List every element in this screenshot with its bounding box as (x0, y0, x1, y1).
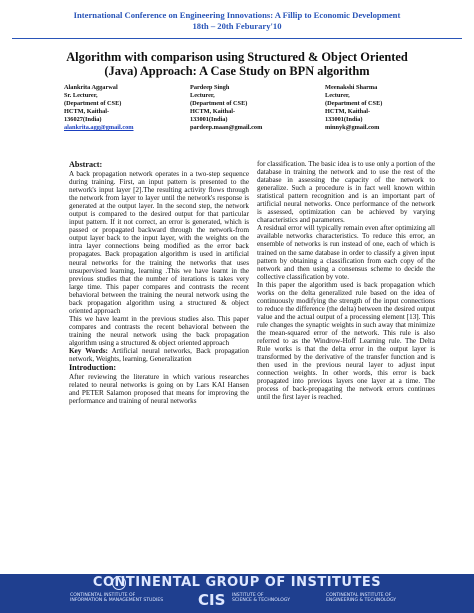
author-department: (Department of CSE) (190, 100, 248, 108)
author-email-link[interactable]: alankrita.agg@gmail.com (64, 124, 134, 132)
institute-footer-banner (0, 574, 474, 613)
author-institution: HCTM, Kaithal- (325, 108, 371, 116)
header-divider (12, 38, 462, 39)
introduction-paragraph: After reviewing the literature in which various researches related to neural networks is going on by Lars KAI Hansen and PETER Salamon proposed that means for improving the performance and training of neural networks (69, 373, 249, 406)
right-institute-line-1: CONTINENTAL INSTITUTE OF (326, 593, 392, 598)
author-role: Lecturer, (190, 92, 215, 100)
right-institute (326, 593, 396, 604)
author-role: Lecturer, (325, 92, 350, 100)
author-institution: HCTM, Kaithal- (64, 108, 110, 116)
body-paragraph-1: for classification. The basic idea is to use only a portion of the database in training the network and to use the rest of the database in assessing the capacity of the network to generalize. Such a procedure is in fact well known within statistical pattern recognition and is an important part of artificial neural networks. Once performance of the network is assessed, optimization can be achieved by varying characteristics and parameters. (257, 160, 435, 225)
introduction-heading: Introduction: (69, 363, 117, 373)
middle-institute-line-2: SCIENCE & TECHNOLOGY (232, 598, 291, 604)
abstract-paragraph-1: A back propagation network operates in a two-step sequence during training. First, an input pattern is presented to the network's input layer [2].The resulting activity flows through the network from layer to layer until the network's response is generated at the output layer. In the second step, the network output is compared to the desired output for that particular input pattern. If it not correct, an error is generated, which is passed or propagated backward through the network-from output layer back to the input layer, with the weights on the intra layer connections being modified as the error back propagates. Back propagation algorithm is used in artificial neural networks for the training the networks that uses unsupervised learning, learning .This we have learnt in the previous studies that the number of iterations is takes very large time. This paper compares and contrasts the recent behavioral between the training the neural network using the back propagation algorithm using a structured & object oriented approach (69, 170, 249, 315)
author-3 (325, 84, 455, 133)
author-department: (Department of CSE) (64, 100, 122, 108)
author-name: Pardeep Singh (190, 84, 230, 91)
keywords-label: Key Words: (69, 347, 108, 356)
author-role: Sr. Lecturer, (64, 92, 98, 100)
paper-title-line-1: Algorithm with comparison using Structured & Object Oriented (66, 50, 408, 64)
keywords-text: Artificial neural networks, Back propagation network, Weights, learning, Generalization (69, 347, 249, 364)
conference-dates: 18th – 20th Feburary'10 (192, 21, 282, 31)
cis-logo-mark: CIS (198, 591, 226, 609)
author-block (64, 84, 464, 156)
author-1 (64, 84, 194, 133)
right-column (257, 160, 435, 401)
author-name: Meenakshi Sharma (325, 84, 378, 91)
left-institute-line-2: INFORMATION & MANAGEMENT STUDIES (70, 598, 164, 604)
author-department: (Department of CSE) (325, 100, 383, 108)
paper-title (30, 50, 444, 78)
conference-header (40, 10, 434, 32)
author-institution: HCTM, Kaithal- (190, 108, 236, 116)
body-paragraph-2: A residual error will typically remain even after optimizing all available networks characteristics. To reduce this error, an ensemble of networks is run instead of one, each of which is trained on the same database in order to classify a given input pattern by obtaining a classification from each copy of the network and then using a consensus scheme to decide the collective classification by vote. (257, 224, 435, 281)
right-institute-line-2: ENGINEERING & TECHNOLOGY (326, 598, 397, 604)
abstract-heading: Abstract: (69, 160, 103, 169)
body-paragraph-3: In this paper the algorithm used is back propagation which works on the delta generalized rule based on the idea of continuously modifying the strength of the input connections to reduce the difference (the delta) between the desired output value and the actual output of a processing element [13]. This rule changes the synaptic weights in such away that minimize the mean-squared error of the network. This rule is also referred to as the Windrow-Hoff Learning rule. The Delta Rule works is that the delta error in the output layer is transformed by the derivative of the transfer function and is then used in the previous neural layer to adjust input connection weights. In other words, this error is back propagated into previous layers one layer at a time. The process of back-propagating the network errors continues until the first layer is reached. (257, 280, 435, 402)
author-pin: 136027(India) (64, 116, 102, 124)
author-2 (190, 84, 320, 133)
author-pin: 133001(India) (325, 116, 363, 124)
author-email: minnyk@gmail.com (325, 124, 380, 132)
author-email: pardeep.maan@gmail.com (190, 124, 263, 132)
author-pin: 133001(India) (190, 116, 228, 124)
left-column (69, 160, 249, 405)
left-institute (70, 593, 163, 604)
abstract-paragraph-2: This we have learnt in the previous studies also. This paper compares and contrasts the recent behavioral between the training the neural network using the back propagation algorithm using a structured & object oriented approach (69, 314, 249, 347)
keywords (69, 347, 249, 363)
author-name: Alankrita Aggarwal (64, 84, 118, 91)
left-institute-line-1: CONTINENTAL INSTITUTE OF (70, 593, 136, 598)
group-name: CONTINENTAL GROUP OF INSTITUTES (92, 575, 382, 590)
middle-institute (232, 593, 290, 604)
conference-name: International Conference on Engineering Innovations: A Fillip to Economic Development (73, 10, 401, 20)
middle-institute-line-1: INSTITUTE OF (232, 593, 264, 598)
paper-title-line-2: (Java) Approach: A Case Study on BPN algorithm (104, 64, 370, 78)
